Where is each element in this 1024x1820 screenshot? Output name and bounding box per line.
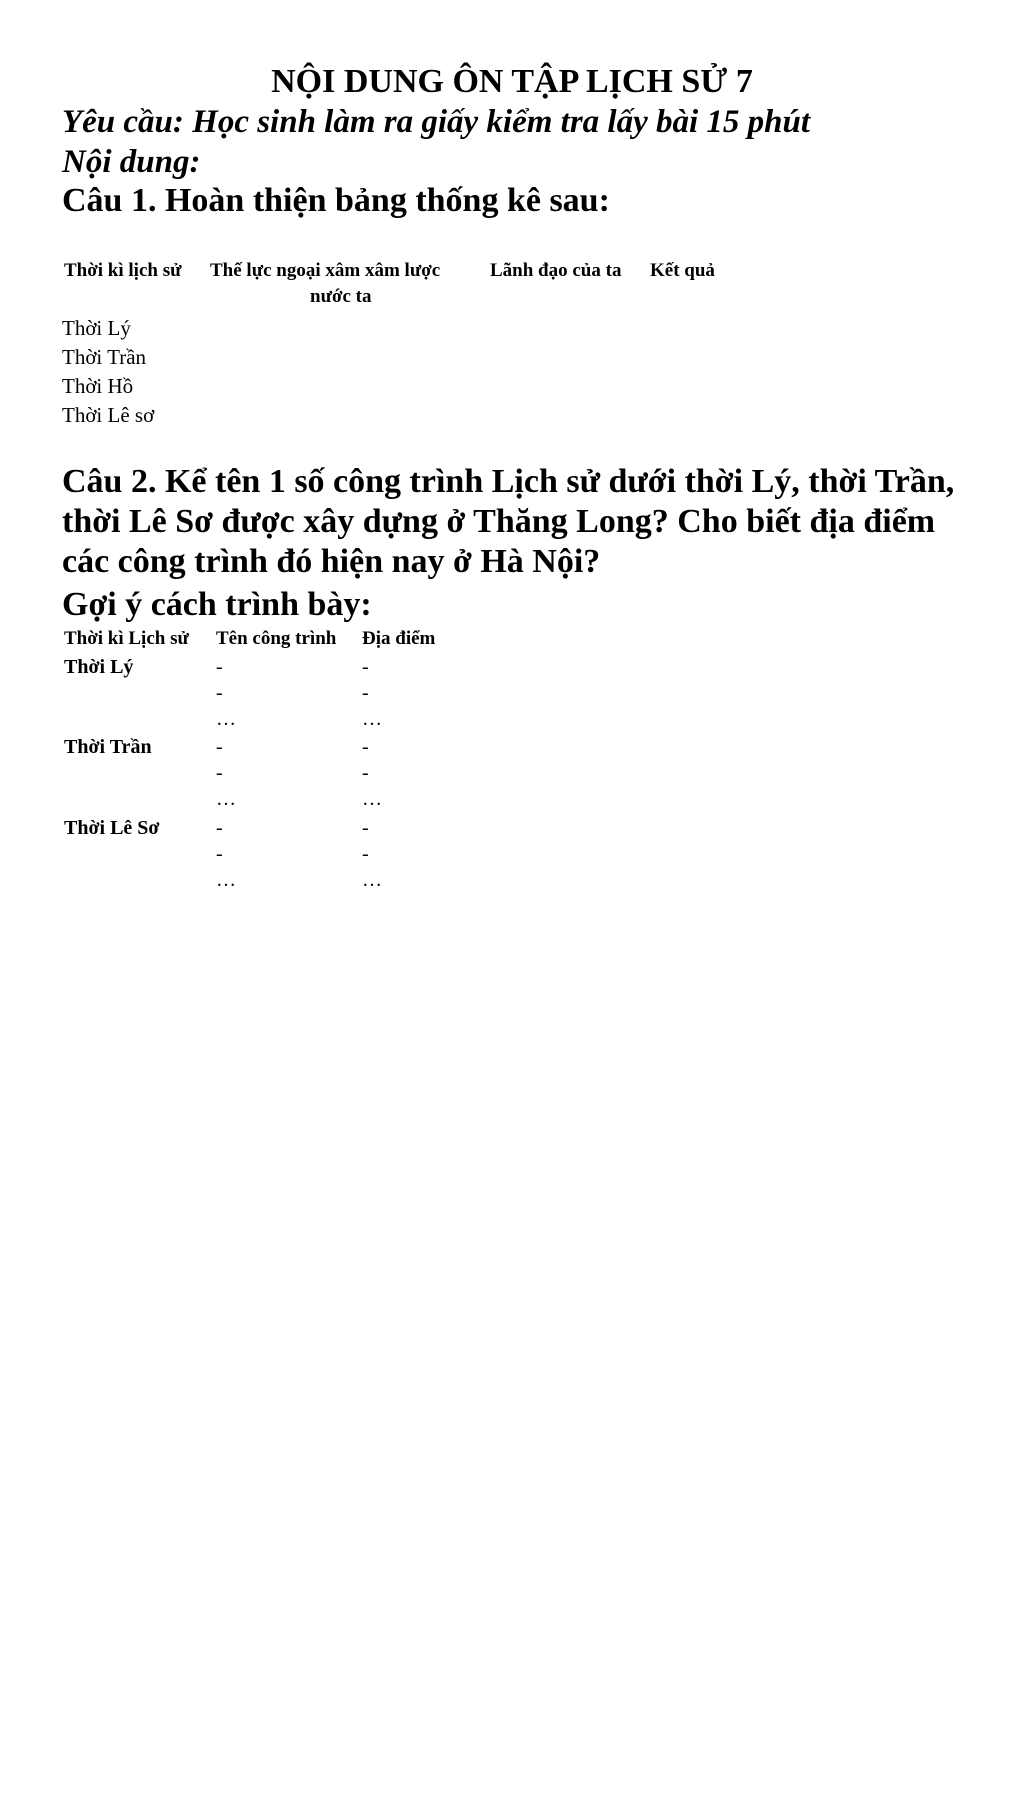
table1-header-result: Kết quả bbox=[650, 260, 715, 281]
question-2-heading: Câu 2. Kể tên 1 số công trình Lịch sử dưới thời Lý, thời Trần, thời Lê Sơ được xây dựng ở Thăng Long? Cho biết địa điểm các công trình đó hiện nay ở Hà Nội? bbox=[62, 463, 955, 580]
hint-heading: Gợi ý cách trình bày: bbox=[62, 586, 372, 623]
table2-cell: … bbox=[362, 788, 382, 810]
page-title: NỘI DUNG ÔN TẬP LỊCH SỬ 7 bbox=[271, 63, 753, 100]
table1-header-leader: Lãnh đạo của ta bbox=[490, 260, 622, 281]
question-1-heading: Câu 1. Hoàn thiện bảng thống kê sau: bbox=[62, 182, 610, 219]
table2-cell: … bbox=[362, 869, 382, 891]
table2-cell: - bbox=[216, 736, 223, 758]
table2-header-location: Địa điểm bbox=[362, 628, 436, 649]
table2-cell: … bbox=[216, 788, 236, 810]
table2-period-tran: Thời Trần bbox=[64, 736, 152, 758]
table2-cell: - bbox=[362, 817, 369, 839]
table2-cell: - bbox=[362, 682, 369, 704]
table1-row-le-so: Thời Lê sơ bbox=[62, 403, 155, 427]
table2-cell: … bbox=[216, 869, 236, 891]
table2-cell: - bbox=[216, 762, 223, 784]
table2-period-ly: Thời Lý bbox=[64, 656, 134, 678]
table2-period-le-so: Thời Lê Sơ bbox=[64, 817, 160, 839]
table2-cell: - bbox=[362, 843, 369, 865]
table2-cell: … bbox=[362, 708, 382, 730]
content-label: Nội dung: bbox=[62, 144, 201, 180]
table2-cell: - bbox=[362, 656, 369, 678]
table1-header-invaders-cont: nước ta bbox=[310, 286, 372, 307]
table2-cell: - bbox=[216, 843, 223, 865]
table2-cell: - bbox=[216, 817, 223, 839]
table2-cell: - bbox=[362, 736, 369, 758]
table2-cell: - bbox=[362, 762, 369, 784]
table2-header-period: Thời kì Lịch sử bbox=[64, 628, 189, 649]
table2-cell: - bbox=[216, 656, 223, 678]
table1-row-ly: Thời Lý bbox=[62, 316, 131, 340]
table1-row-ho: Thời Hồ bbox=[62, 374, 134, 398]
table1-header-period: Thời kì lịch sử bbox=[64, 260, 182, 281]
table1-row-tran: Thời Trần bbox=[62, 345, 147, 369]
table2-cell: - bbox=[216, 682, 223, 704]
table2-header-work: Tên công trình bbox=[216, 628, 337, 649]
table1-header-invaders: Thế lực ngoại xâm xâm lược bbox=[210, 260, 441, 281]
requirement-line: Yêu cầu: Học sinh làm ra giấy kiểm tra lấy bài 15 phút bbox=[62, 104, 811, 140]
table2-cell: … bbox=[216, 708, 236, 730]
